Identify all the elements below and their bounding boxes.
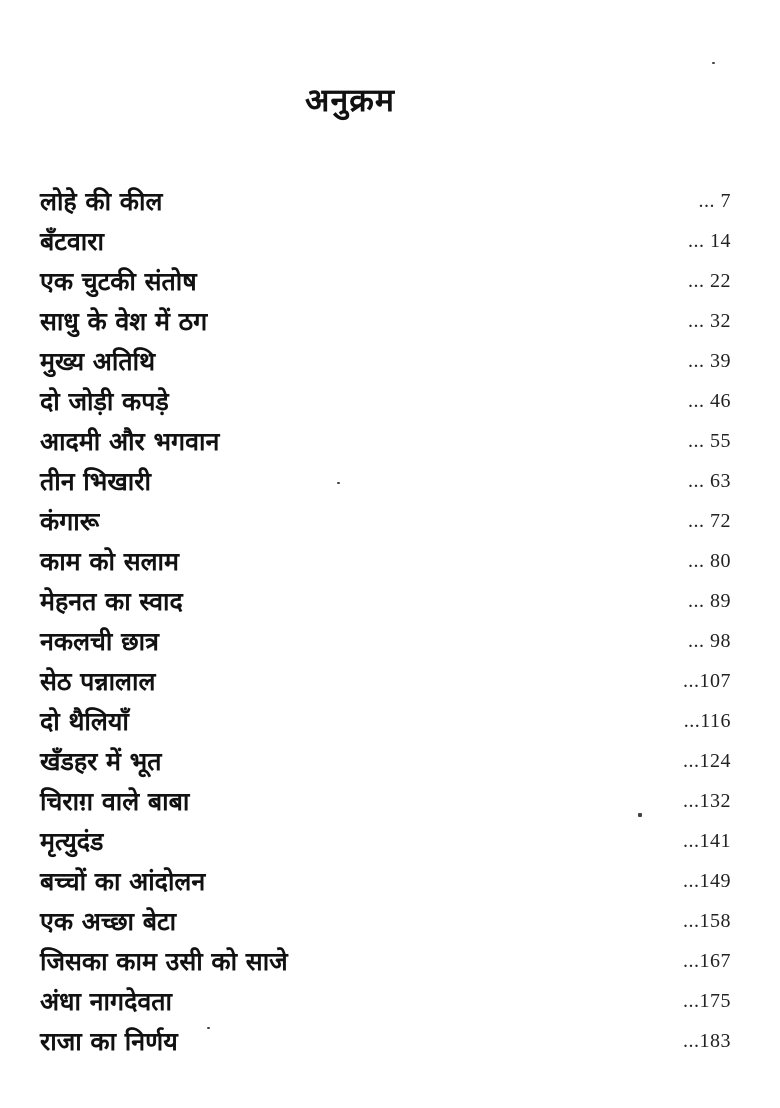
- page-title: अनुक्रम: [305, 81, 395, 119]
- toc-entry: [40, 1021, 735, 1061]
- toc-entry-title: आदमी और भगवान: [40, 427, 220, 456]
- toc-entry: [40, 461, 735, 501]
- toc-entry-title: लोहे की कील: [40, 187, 163, 216]
- toc-entry-title: तीन भिखारी: [40, 467, 151, 496]
- toc-entry: [40, 901, 735, 941]
- toc-entry: [40, 381, 735, 421]
- toc-entry: [40, 221, 735, 261]
- toc-entry: [40, 941, 735, 981]
- toc-entry-page-number: ... 22: [688, 269, 731, 292]
- toc-entry: [40, 621, 735, 661]
- toc-entry: [40, 541, 735, 581]
- toc-entry-page-number: ... 63: [688, 469, 731, 492]
- toc-entry-page-number: ...175: [683, 989, 731, 1012]
- toc-entry-page-number: ...149: [683, 869, 731, 892]
- toc-entry: [40, 581, 735, 621]
- toc-entry-title: बँटवारा: [40, 227, 104, 256]
- toc-entry-title: एक अच्छा बेटा: [40, 907, 177, 936]
- toc-entry-page-number: ...132: [683, 789, 731, 812]
- toc-entry-page-number: ... 39: [688, 349, 731, 372]
- toc-entry-title: जिसका काम उसी को साजे: [40, 947, 288, 976]
- toc-entry-page-number: ...107: [683, 669, 731, 692]
- toc-entry-title: अंधा नागदेवता: [40, 987, 172, 1016]
- toc-entry-page-number: ... 14: [688, 229, 731, 252]
- toc-entry-title: दो थैलियाँ: [40, 707, 129, 736]
- toc-entry: [40, 181, 735, 221]
- toc-entry: [40, 701, 735, 741]
- toc-entry-title: नकलची छात्र: [40, 627, 159, 656]
- scan-speck: [337, 482, 340, 484]
- toc-entry: [40, 861, 735, 901]
- toc-entry-page-number: ... 89: [688, 589, 731, 612]
- toc-entry-title: चिराग़ वाले बाबा: [40, 787, 190, 816]
- toc-entry: [40, 501, 735, 541]
- toc-entry-page-number: ...167: [683, 949, 731, 972]
- toc-entry-page-number: ... 46: [688, 389, 731, 412]
- toc-entry-title: मृत्युदंड: [40, 827, 104, 856]
- toc-entry: [40, 781, 735, 821]
- toc-entry-page-number: ... 98: [688, 629, 731, 652]
- toc-entry: [40, 341, 735, 381]
- toc-entry-title: सेठ पन्नालाल: [40, 667, 156, 696]
- toc-entry-title: साधु के वेश में ठग: [40, 307, 208, 336]
- toc-entry: [40, 741, 735, 781]
- toc-entry-title: कंगारू: [40, 507, 100, 536]
- toc-entry-page-number: ...116: [683, 709, 731, 732]
- toc-entry-title: काम को सलाम: [40, 547, 179, 576]
- toc-entry-title: एक चुटकी संतोष: [40, 267, 197, 296]
- toc-entry: [40, 301, 735, 341]
- toc-entry-page-number: ...141: [683, 829, 731, 852]
- toc-entry-page-number: ...124: [683, 749, 731, 772]
- toc-entry-title: मुख्य अतिथि: [40, 347, 156, 376]
- toc-entry-title: बच्चों का आंदोलन: [40, 867, 206, 896]
- toc-entry-title: खँडहर में भूत: [40, 747, 162, 776]
- table-of-contents: [40, 181, 735, 1061]
- toc-entry-title: मेहनत का स्वाद: [40, 587, 183, 616]
- scan-speck: [638, 813, 642, 817]
- toc-entry-title: राजा का निर्णय: [40, 1027, 178, 1056]
- toc-entry-page-number: ... 72: [688, 509, 731, 532]
- scan-speck: [712, 62, 715, 64]
- toc-entry: [40, 421, 735, 461]
- toc-entry: [40, 981, 735, 1021]
- toc-entry: [40, 261, 735, 301]
- toc-entry-page-number: ...183: [683, 1029, 731, 1052]
- toc-entry: [40, 821, 735, 861]
- toc-entry-page-number: ...158: [683, 909, 731, 932]
- toc-entry-page-number: ... 55: [688, 429, 731, 452]
- toc-entry-page-number: ... 7: [698, 189, 731, 212]
- toc-entry-page-number: ... 32: [688, 309, 731, 332]
- toc-entry-page-number: ... 80: [688, 549, 731, 572]
- toc-entry: [40, 661, 735, 701]
- scan-speck: [207, 1027, 210, 1029]
- toc-entry-title: दो जोड़ी कपड़े: [40, 387, 169, 416]
